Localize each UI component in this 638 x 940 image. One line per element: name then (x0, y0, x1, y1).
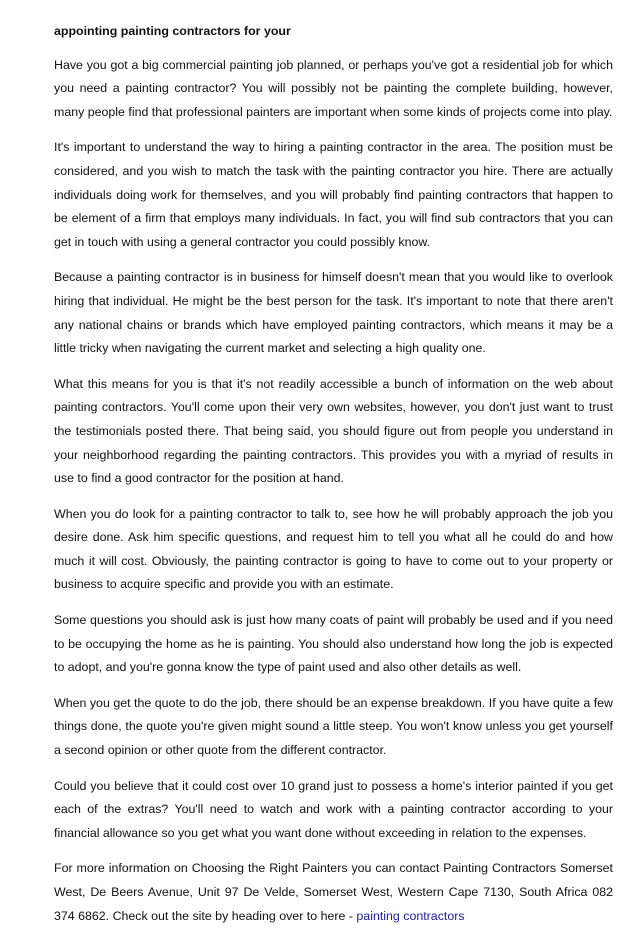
painting-contractors-link[interactable]: painting contractors (356, 908, 465, 923)
paragraph-8: Could you believe that it could cost over 10 grand just to possess a home's interior painted if you get each of the extras? You'll need to watch and work with a painting contractor according to your financial allowance so you get what you want done without exceeding in relation to the expenses. (54, 778, 613, 840)
paragraph-1: Have you got a big commercial painting job planned, or perhaps you've got a residential job for which you need a painting contractor? You will possibly not be painting the complete building, however, many people find that professional painters are important when some kinds of projects come into play. (54, 57, 613, 119)
closing-paragraph (54, 857, 613, 928)
paragraph-4: What this means for you is that it's not readily accessible a bunch of information on the web about painting contractors. You'll come upon their very own websites, however, you don't just want to trust the testimonials posted there. That being said, you should figure out from people you understand in your neighborhood regarding the painting contractors. This provides you with a myriad of results in use to find a good contractor for the position at hand. (54, 376, 613, 486)
document-page (54, 20, 613, 940)
paragraph-6: Some questions you should ask is just how many coats of paint will probably be used and if you need to be occupying the home as he is painting. You should also understand how long the job is expected to adopt, and you're gonna know the type of paint used and also other details as well. (54, 613, 613, 675)
paragraph-3: Because a painting contractor is in business for himself doesn't mean that you would like to overlook hiring that individual. He might be the best person for the task. It's important to note that there aren't any national chains or brands which have employed painting contractors, which means it may be a little tricky when navigating the current market and selecting a high quality one. (54, 270, 613, 356)
paragraph-7: When you get the quote to do the job, there should be an expense breakdown. If you have quite a few things done, the quote you're given might sound a little steep. You won't know unless you get yourself a second opinion or other quote from the different contractor. (54, 695, 613, 758)
paragraph-2: It's important to understand the way to hiring a painting contractor in the area. The position must be considered, and you wish to match the task with the painting contractor you hire. There are actually individuals doing work for themselves, and you will probably find painting contractors that happen to be element of a firm that employs many individuals. In fact, you will find sub contractors that you can get in touch with using a general contractor you could possibly know. (54, 140, 613, 249)
closing-text: For more information on Choosing the Right Painters you can contact Painting Contractors Somerset West, De Beers Avenue, Unit 97 De Velde, Somerset West, Western Cape 7130, South Africa 082 374 6862. Check out the site by heading over to here - (54, 861, 613, 923)
document-title: appointing painting contractors for your (54, 24, 291, 38)
paragraph-5: When you do look for a painting contractor to talk to, see how he will probably approach the job you desire done. Ask him specific questions, and request him to tell you what all he could do and how much it will cost. Obviously, the painting contractor is going to have to come out to your property or business to acquire specific and provide you with an estimate. (54, 506, 613, 592)
